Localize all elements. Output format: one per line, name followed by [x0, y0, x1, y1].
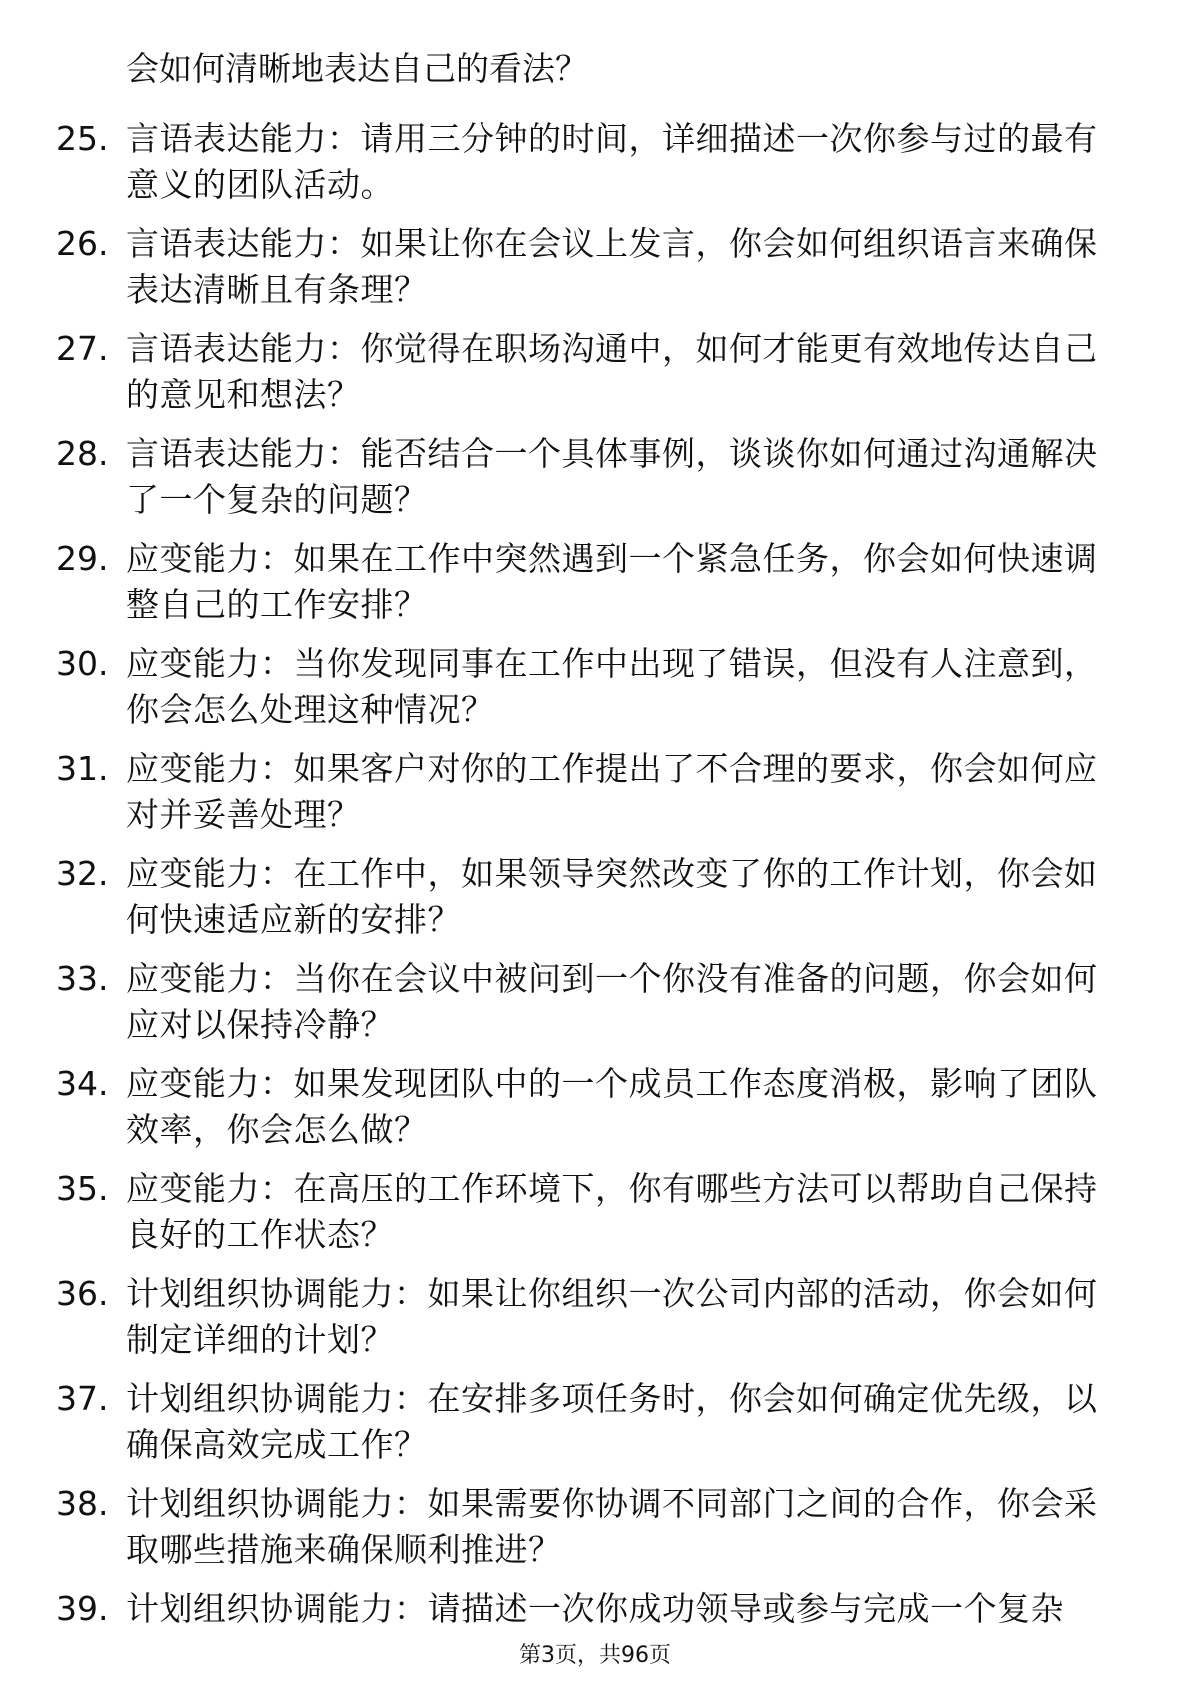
- question-number: 26.: [56, 224, 109, 263]
- question-text: 应变能力：当你在会议中被问到一个你没有准备的问题，你会如何应对以保持冷静？: [126, 959, 1098, 1044]
- question-number: 36.: [56, 1274, 109, 1313]
- question-text: 应变能力：在高压的工作环境下，你有哪些方法可以帮助自己保持良好的工作状态？: [126, 1169, 1098, 1254]
- question-item: [0, 851, 1190, 956]
- question-number: 27.: [56, 329, 109, 368]
- question-number: 31.: [56, 749, 109, 788]
- question-item: [0, 116, 1190, 221]
- question-number: 33.: [56, 959, 109, 998]
- question-text: 应变能力：如果客户对你的工作提出了不合理的要求，你会如何应对并妥善处理？: [126, 749, 1098, 834]
- question-item: [0, 1376, 1190, 1481]
- question-item: [0, 1166, 1190, 1271]
- question-text: 应变能力：如果发现团队中的一个成员工作态度消极，影响了团队效率，你会怎么做？: [126, 1064, 1098, 1149]
- question-text: 计划组织协调能力：如果让你组织一次公司内部的活动，你会如何制定详细的计划？: [126, 1274, 1098, 1359]
- question-list: [0, 116, 1190, 1691]
- question-text: 计划组织协调能力：请描述一次你成功领导或参与完成一个复杂: [126, 1589, 1064, 1628]
- page-footer: 第3页，共96页: [519, 1643, 671, 1668]
- question-number: 29.: [56, 539, 109, 578]
- question-item: [0, 326, 1190, 431]
- question-item: [0, 1061, 1190, 1166]
- continuation-line: 会如何清晰地表达自己的看法？: [126, 49, 588, 88]
- question-item: [0, 746, 1190, 851]
- question-text: 计划组织协调能力：在安排多项任务时，你会如何确定优先级，以确保高效完成工作？: [126, 1379, 1098, 1464]
- question-text: 言语表达能力：能否结合一个具体事例，谈谈你如何通过沟通解决了一个复杂的问题？: [126, 434, 1098, 519]
- question-item: [0, 536, 1190, 641]
- question-item: [0, 431, 1190, 536]
- question-text: 应变能力：在工作中，如果领导突然改变了你的工作计划，你会如何快速适应新的安排？: [126, 854, 1098, 939]
- question-number: 30.: [56, 644, 109, 683]
- question-item: [0, 1481, 1190, 1586]
- question-item: [0, 956, 1190, 1061]
- question-number: 32.: [56, 854, 109, 893]
- question-number: 35.: [56, 1169, 109, 1208]
- question-item: [0, 641, 1190, 746]
- question-number: 25.: [56, 119, 109, 158]
- question-number: 34.: [56, 1064, 109, 1103]
- question-text: 计划组织协调能力：如果需要你协调不同部门之间的合作，你会采取哪些措施来确保顺利推进？: [126, 1484, 1098, 1569]
- question-text: 应变能力：如果在工作中突然遇到一个紧急任务，你会如何快速调整自己的工作安排？: [126, 539, 1098, 624]
- question-item: [0, 1586, 1190, 1691]
- question-item: [0, 1271, 1190, 1376]
- question-number: 38.: [56, 1484, 109, 1523]
- question-number: 37.: [56, 1379, 109, 1418]
- question-text: 言语表达能力：你觉得在职场沟通中，如何才能更有效地传达自己的意见和想法？: [126, 329, 1098, 414]
- question-number: 28.: [56, 434, 109, 473]
- question-item: [0, 221, 1190, 326]
- question-text: 言语表达能力：请用三分钟的时间，详细描述一次你参与过的最有意义的团队活动。: [126, 119, 1098, 204]
- question-text: 言语表达能力：如果让你在会议上发言，你会如何组织语言来确保表达清晰且有条理？: [126, 224, 1098, 309]
- question-text: 应变能力：当你发现同事在工作中出现了错误，但没有人注意到，你会怎么处理这种情况？: [126, 644, 1098, 729]
- question-number: 39.: [56, 1589, 109, 1628]
